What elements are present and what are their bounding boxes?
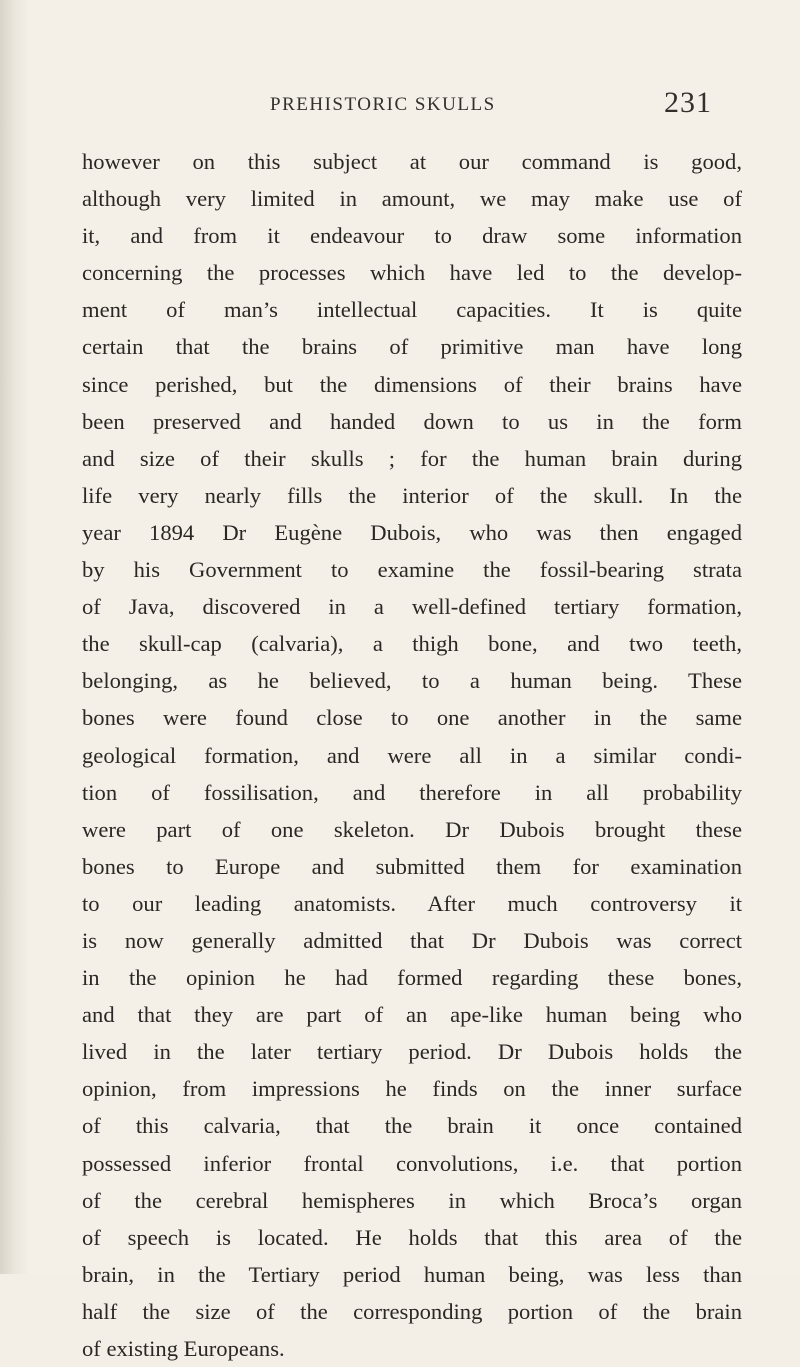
text-line	[82, 1033, 742, 1070]
text-line	[82, 811, 742, 848]
text-line	[82, 1256, 742, 1293]
running-title: PREHISTORIC SKULLS	[270, 94, 496, 115]
text-line	[82, 366, 742, 403]
text-line-content: of existing Europeans.	[82, 1336, 285, 1361]
text-line	[82, 1182, 742, 1219]
text-line-content: concerning the processes which have led to the develop-	[82, 260, 742, 286]
text-line-content: bones to Europe and submitted them for examination	[82, 853, 742, 879]
text-line	[82, 1330, 742, 1367]
text-line-content: tion of fossilisation, and therefore in all probability	[82, 779, 742, 805]
text-line-content: possessed inferior frontal convolutions, i.e. that portion	[82, 1150, 742, 1176]
text-line-content: is now generally admitted that Dr Dubois was correct	[82, 927, 742, 953]
text-line	[82, 1070, 742, 1107]
text-line-content: of Java, discovered in a well-defined tertiary formation,	[82, 594, 742, 620]
text-line-content: ment of man’s intellectual capacities. It is quite	[82, 297, 742, 323]
text-line	[82, 662, 742, 699]
text-line-content: been preserved and handed down to us in the form	[82, 408, 742, 434]
text-line-content: the skull-cap (calvaria), a thigh bone, and two teeth,	[82, 631, 742, 657]
text-line	[82, 1145, 742, 1182]
text-line-content: year 1894 Dr Eugène Dubois, who was then engaged	[82, 519, 742, 545]
page-number: 231	[664, 86, 712, 119]
text-line-content: however on this subject at our command is good,	[82, 149, 742, 174]
text-line	[82, 328, 742, 365]
text-line-content: opinion, from impressions he finds on the inner surface	[82, 1076, 742, 1102]
text-line-content: in the opinion he had formed regarding these bones,	[82, 965, 742, 991]
text-line	[82, 180, 742, 217]
text-line	[82, 848, 742, 885]
text-line-content: of speech is located. He holds that this area of the	[82, 1224, 742, 1250]
text-line	[82, 291, 742, 328]
text-line	[82, 1219, 742, 1256]
text-line-content: since perished, but the dimensions of their brains have	[82, 371, 742, 397]
text-line	[82, 1107, 742, 1144]
text-line	[82, 477, 742, 514]
text-line-content: half the size of the corresponding portion of the brain	[82, 1298, 742, 1324]
text-line-content: geological formation, and were all in a similar condi-	[82, 742, 742, 768]
text-line	[82, 774, 742, 811]
text-line-content: life very nearly fills the interior of the skull. In the	[82, 482, 742, 508]
text-line	[82, 588, 742, 625]
text-line-content: and size of their skulls ; for the human brain during	[82, 445, 742, 471]
text-line-content: of the cerebral hemispheres in which Broca’s organ	[82, 1187, 742, 1213]
text-line	[82, 996, 742, 1033]
text-line-content: belonging, as he believed, to a human being. These	[82, 668, 742, 694]
text-line	[82, 440, 742, 477]
text-line	[82, 143, 742, 180]
text-line-content: and that they are part of an ape-like human being who	[82, 1002, 742, 1028]
text-line-content: lived in the later tertiary period. Dr Dubois holds the	[82, 1039, 742, 1065]
text-line-content: although very limited in amount, we may make use of	[82, 186, 742, 212]
text-line	[82, 885, 742, 922]
text-line-content: certain that the brains of primitive man have long	[82, 334, 742, 360]
text-line-content: bones were found close to one another in the same	[82, 705, 742, 731]
text-line	[82, 514, 742, 551]
text-line	[82, 625, 742, 662]
text-line	[82, 959, 742, 996]
text-line	[82, 1293, 742, 1330]
text-line-content: it, and from it endeavour to draw some information	[82, 223, 742, 249]
text-line	[82, 551, 742, 588]
text-line	[82, 922, 742, 959]
running-head	[70, 86, 710, 126]
text-line	[82, 699, 742, 736]
text-line-content: of this calvaria, that the brain it once contained	[82, 1113, 742, 1139]
text-line-content: brain, in the Tertiary period human being, was less than	[82, 1261, 742, 1287]
text-line-content: to our leading anatomists. After much controversy it	[82, 890, 742, 916]
text-line	[82, 217, 742, 254]
text-line-content: by his Government to examine the fossil-bearing strata	[82, 557, 742, 583]
text-line	[82, 737, 742, 774]
text-line	[82, 254, 742, 291]
text-line-content: were part of one skeleton. Dr Dubois brought these	[82, 816, 742, 842]
body-text	[82, 143, 742, 1367]
text-line	[82, 403, 742, 440]
